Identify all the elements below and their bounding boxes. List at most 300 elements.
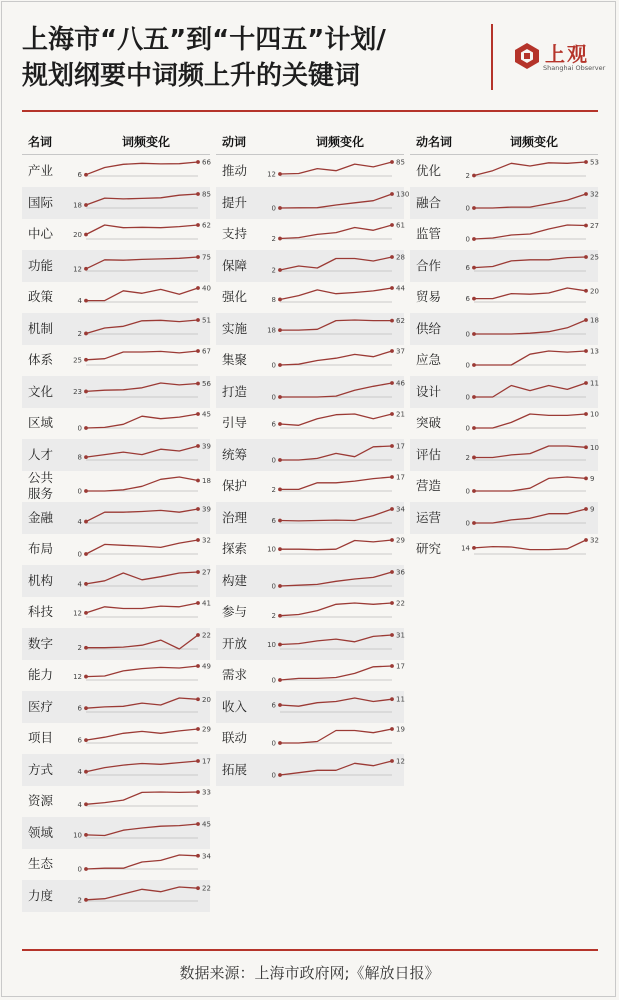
keyword-row [22, 502, 210, 534]
end-value-label: 32 [202, 536, 211, 545]
sparkline-series [474, 351, 586, 365]
end-point [390, 318, 394, 322]
end-value-label: 17 [396, 662, 405, 671]
sparkline-series [474, 383, 586, 397]
keyword-label: 功能 [28, 257, 54, 273]
start-value-label: 2 [77, 329, 82, 338]
start-value-label: 4 [77, 579, 82, 588]
sparkline [458, 502, 594, 534]
brand-logo [510, 28, 610, 88]
sparkline-series [474, 446, 586, 458]
start-value-label: 0 [77, 550, 82, 559]
keyword-row [216, 344, 404, 376]
sparkline [70, 565, 211, 597]
keyword-row [22, 880, 210, 912]
start-value-label: 18 [267, 326, 276, 335]
end-value-label: 19 [396, 725, 405, 734]
start-point [84, 358, 88, 362]
sparkline [264, 439, 405, 471]
sparkline [264, 533, 405, 565]
start-point [278, 328, 282, 332]
sparkline-series [280, 288, 392, 300]
column-header [216, 124, 404, 155]
sparkline-series [86, 225, 198, 235]
start-value-label: 2 [271, 266, 276, 274]
keyword-row [22, 565, 210, 597]
end-value-label: 62 [396, 316, 405, 325]
start-point [278, 518, 282, 522]
end-value-label: 34 [396, 505, 405, 513]
sparkline-series [86, 635, 198, 649]
start-point [278, 268, 282, 272]
sparkline-series [474, 257, 586, 268]
end-value-label: 67 [202, 347, 211, 356]
start-point [84, 173, 88, 177]
sparkline [70, 628, 211, 660]
sparkline [70, 218, 211, 250]
start-point [84, 706, 88, 710]
end-value-label: 17 [396, 442, 405, 450]
end-point [196, 223, 200, 227]
sparkline-series [86, 540, 198, 554]
start-value-label: 0 [271, 582, 276, 590]
end-point [196, 570, 200, 574]
keyword-label: 生态 [28, 856, 54, 871]
end-point [390, 633, 394, 637]
sparkline [70, 880, 211, 912]
sparkline-series [280, 572, 392, 586]
keyword-row [22, 344, 210, 376]
keyword-row [410, 344, 598, 376]
keyword-row [22, 691, 210, 723]
start-point [84, 645, 88, 649]
keyword-row [216, 659, 404, 691]
end-value-label: 75 [202, 253, 211, 261]
start-point [278, 206, 282, 210]
sparkline [70, 817, 211, 849]
start-value-label: 6 [465, 295, 470, 304]
end-value-label: 61 [396, 221, 405, 230]
keyword-label: 引导 [222, 415, 248, 430]
sparkline-series [86, 855, 198, 869]
end-point [390, 759, 394, 763]
sparkline [458, 407, 599, 439]
keyword-row [410, 533, 598, 565]
end-value-label: 32 [590, 536, 599, 545]
start-point [278, 237, 282, 241]
keyword-label: 开放 [222, 635, 248, 651]
start-value-label: 20 [73, 230, 82, 239]
end-point [390, 192, 394, 196]
sparkline-series [280, 635, 392, 645]
start-value-label: 0 [465, 424, 470, 433]
sparkline-series [86, 603, 198, 613]
keyword-label: 资源 [28, 793, 54, 808]
keyword-row [22, 187, 210, 219]
keyword-label: 提升 [222, 194, 248, 210]
keyword-row [216, 565, 404, 597]
keyword-label: 中心 [28, 226, 54, 241]
keyword-row [22, 281, 210, 313]
start-value-label: 0 [465, 235, 470, 244]
keyword-row [216, 502, 404, 534]
sparkline [70, 439, 211, 471]
start-value-label: 12 [267, 170, 276, 179]
end-value-label: 33 [202, 788, 211, 797]
end-point [390, 727, 394, 731]
start-value-label: 0 [77, 424, 82, 433]
keyword-row [22, 155, 210, 187]
sparkline [458, 533, 599, 565]
sparkline-series [280, 729, 392, 743]
sparkline [70, 155, 211, 187]
start-point [278, 584, 282, 588]
sparkline-series [474, 540, 586, 550]
end-point [196, 822, 200, 826]
keyword-row [410, 470, 598, 502]
sparkline-series [86, 162, 198, 175]
end-value-label: 29 [202, 725, 211, 734]
start-point [84, 675, 88, 679]
keyword-label: 支持 [222, 226, 248, 241]
logo-text: 上观 [545, 42, 589, 66]
start-point [472, 265, 476, 269]
sparkline-series [86, 194, 198, 205]
sparkline-series [86, 477, 198, 491]
start-value-label: 2 [271, 235, 276, 244]
end-value-label: 62 [202, 221, 211, 230]
sparkline-series [474, 320, 586, 334]
keyword-label: 贸易 [416, 289, 442, 304]
end-value-label: 17 [202, 757, 211, 765]
sparkline [70, 533, 211, 565]
keyword-label: 产业 [28, 163, 54, 178]
keyword-row [410, 439, 598, 471]
start-value-label: 8 [271, 295, 276, 304]
end-point [196, 160, 200, 164]
sparkline [70, 281, 211, 313]
sparkline-series [474, 509, 586, 523]
end-value-label: 18 [590, 316, 599, 324]
end-value-label: 20 [590, 287, 599, 296]
start-point [278, 298, 282, 302]
sparkline [70, 659, 211, 691]
keyword-label: 治理 [222, 509, 248, 525]
column-header-change: 词频变化 [316, 135, 365, 149]
keyword-label: 文化 [28, 383, 54, 399]
sparkline [70, 596, 211, 628]
keyword-label: 国际 [28, 194, 54, 210]
sparkline-series [86, 509, 198, 522]
sparkline-series [86, 824, 198, 836]
keyword-row [216, 313, 404, 345]
keyword-row [216, 376, 404, 408]
sparkline [264, 659, 405, 691]
start-point [472, 546, 476, 550]
end-value-label: 9 [590, 474, 595, 483]
sparkline-series [86, 761, 198, 772]
sparkline-series [280, 414, 392, 425]
start-value-label: 18 [73, 201, 82, 210]
sparkline-series [86, 257, 198, 269]
sparkline-series [86, 792, 198, 804]
start-point [472, 237, 476, 241]
end-point [196, 759, 200, 763]
end-value-label: 12 [396, 757, 405, 765]
end-point [196, 854, 200, 858]
start-value-label: 6 [271, 516, 276, 525]
sparkline [458, 344, 599, 376]
start-point [84, 455, 88, 459]
column-header [22, 124, 210, 155]
keyword-label: 运营 [416, 509, 442, 525]
sparkline-series [474, 194, 586, 208]
keyword-row [410, 407, 598, 439]
start-point [472, 363, 476, 367]
sparkline-series [474, 414, 586, 428]
start-value-label: 2 [77, 895, 82, 904]
start-value-label: 6 [77, 736, 82, 745]
keyword-row [22, 250, 210, 282]
end-point [196, 255, 200, 259]
sparkline-series [474, 288, 586, 299]
sparkline [458, 187, 599, 219]
sparkline-series [280, 162, 392, 174]
end-point [196, 318, 200, 322]
end-point [196, 886, 200, 890]
end-value-label: 66 [202, 158, 211, 167]
sparkline-series [86, 572, 198, 584]
end-point [390, 475, 394, 479]
keyword-label: 探索 [222, 541, 248, 556]
sparkline-series [86, 414, 198, 428]
start-value-label: 0 [271, 393, 276, 401]
keyword-label: 设计 [416, 383, 442, 399]
sparkline [264, 628, 405, 660]
end-value-label: 41 [202, 599, 211, 608]
start-point [278, 487, 282, 491]
sparkline-series [474, 162, 586, 176]
end-point [390, 444, 394, 448]
start-point [84, 611, 88, 615]
end-point [584, 445, 588, 449]
end-point [196, 479, 200, 483]
keyword-row [216, 281, 404, 313]
end-value-label: 53 [590, 158, 599, 167]
sparkline [70, 502, 211, 534]
start-value-label: 2 [271, 485, 276, 494]
start-value-label: 0 [271, 456, 276, 464]
sparkline-series [280, 477, 392, 489]
sparkline [70, 848, 211, 880]
keyword-label: 金融 [28, 509, 54, 525]
sparkline [70, 691, 211, 723]
keyword-label: 机制 [28, 320, 54, 336]
start-value-label: 0 [465, 487, 470, 496]
sparkline [264, 376, 405, 408]
start-point [278, 678, 282, 682]
end-value-label: 13 [590, 347, 599, 356]
keyword-label: 联动 [222, 730, 248, 745]
bottom-rule [22, 949, 598, 951]
start-point [84, 299, 88, 303]
sparkline-series [474, 477, 586, 491]
sparkline-series [280, 320, 392, 330]
keyword-row [216, 470, 404, 502]
start-point [278, 422, 282, 426]
start-value-label: 0 [465, 330, 470, 338]
end-point [584, 289, 588, 293]
start-value-label: 4 [77, 800, 82, 809]
start-point [84, 489, 88, 493]
sparkline-series [86, 288, 198, 301]
keyword-label: 统筹 [222, 446, 248, 462]
title-line-1: 上海市“八五”到“十四五”计划/ [22, 25, 386, 55]
keyword-label: 参与 [222, 604, 248, 619]
keyword-row [216, 722, 404, 754]
sparkline [264, 502, 405, 534]
keyword-row [410, 281, 598, 313]
sparkline-series [280, 383, 392, 397]
keyword-row [22, 785, 210, 817]
start-point [84, 832, 88, 836]
start-point [278, 741, 282, 745]
keyword-label: 政策 [28, 289, 54, 304]
end-point [584, 538, 588, 542]
keyword-row [22, 218, 210, 250]
end-value-label: 36 [396, 568, 405, 576]
keyword-label: 能力 [28, 667, 54, 682]
keyword-label: 实施 [222, 320, 248, 336]
keyword-row [216, 691, 404, 723]
keyword-row [216, 250, 404, 282]
end-point [584, 160, 588, 164]
start-point [278, 703, 282, 707]
sparkline-series [86, 320, 198, 334]
sparkline [264, 344, 405, 376]
keyword-label: 应急 [416, 352, 442, 367]
end-point [196, 664, 200, 668]
start-value-label: 0 [465, 393, 470, 401]
end-value-label: 40 [202, 284, 211, 293]
start-point [472, 521, 476, 525]
sparkline [458, 218, 599, 250]
end-point [196, 697, 200, 701]
end-value-label: 49 [202, 662, 211, 671]
sparkline [70, 187, 211, 219]
start-value-label: 4 [77, 297, 82, 306]
keyword-label: 保障 [222, 257, 248, 273]
start-point [84, 519, 88, 523]
sparkline [70, 754, 211, 786]
end-point [390, 255, 394, 259]
keyword-label: 评估 [416, 446, 442, 462]
start-value-label: 25 [73, 356, 82, 365]
start-value-label: 6 [77, 171, 82, 180]
sparkline [70, 250, 211, 282]
keyword-row [216, 218, 404, 250]
keyword-row [22, 596, 210, 628]
end-value-label: 10 [590, 410, 599, 419]
end-point [390, 570, 394, 574]
end-value-label: 34 [202, 852, 211, 861]
end-value-label: 46 [396, 379, 405, 387]
keyword-label: 机构 [28, 572, 54, 588]
start-value-label: 23 [73, 387, 82, 396]
end-value-label: 85 [396, 158, 405, 167]
end-value-label: 45 [202, 410, 211, 419]
end-value-label: 11 [396, 695, 405, 704]
column-gerunds [410, 124, 599, 556]
sparkline-series [86, 383, 198, 391]
start-point [84, 802, 88, 806]
start-value-label: 0 [465, 519, 470, 527]
keyword-row [22, 817, 210, 849]
start-point [84, 897, 88, 901]
start-point [472, 455, 476, 459]
start-value-label: 10 [73, 830, 82, 839]
start-value-label: 0 [271, 676, 276, 685]
end-value-label: 44 [396, 284, 405, 293]
sparkline-series [280, 257, 392, 270]
keyword-label-line: 公共 [28, 470, 54, 485]
sparkline [264, 565, 405, 597]
end-point [390, 381, 394, 385]
sparkline [264, 407, 405, 439]
page-title [22, 22, 492, 94]
start-point [278, 614, 282, 618]
start-value-label: 4 [77, 767, 82, 776]
sparkline-series [86, 698, 198, 708]
sparkline [264, 691, 405, 723]
keyword-label: 突破 [416, 415, 442, 430]
sparkline [264, 187, 410, 219]
start-value-label: 0 [77, 865, 82, 874]
keyword-label: 收入 [222, 698, 248, 714]
end-value-label: 22 [396, 599, 405, 608]
end-value-label: 45 [202, 820, 211, 828]
start-value-label: 0 [271, 361, 276, 370]
sparkline [70, 785, 211, 817]
start-point [84, 331, 88, 335]
column-header-word: 动词 [222, 135, 247, 149]
keyword-row [410, 313, 598, 345]
end-point [196, 633, 200, 637]
end-value-label: 21 [396, 410, 405, 419]
start-point [472, 332, 476, 336]
sparkline-series [280, 194, 392, 208]
end-value-label: 11 [590, 379, 599, 387]
start-point [472, 206, 476, 210]
keyword-label: 拓展 [222, 761, 248, 777]
start-value-label: 6 [271, 420, 276, 429]
keyword-row [410, 502, 598, 534]
start-value-label: 6 [77, 704, 82, 713]
end-point [390, 601, 394, 605]
sparkline [458, 470, 594, 502]
end-value-label: 29 [396, 536, 405, 545]
title-line-2: 规划纲要中词频上升的关键词 [22, 61, 361, 91]
end-point [196, 192, 200, 196]
start-point [84, 266, 88, 270]
sparkline-series [86, 729, 198, 740]
keyword-label: 融合 [416, 194, 442, 210]
data-source: 数据来源：上海市政府网;《解放日报》 [179, 964, 440, 982]
end-point [196, 507, 200, 511]
keyword-row [410, 218, 598, 250]
keyword-row [22, 470, 210, 502]
keyword-label: 区域 [28, 415, 54, 430]
